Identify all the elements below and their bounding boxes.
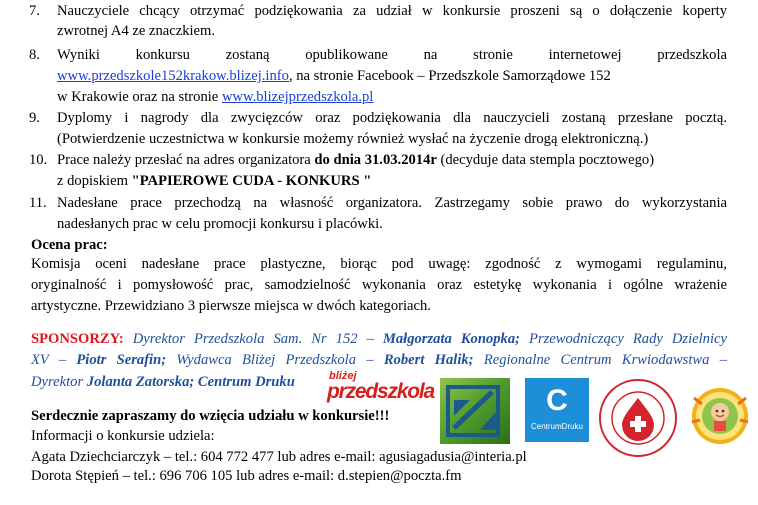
envelope-note: "PAPIEROWE CUDA - KONKURS "	[131, 173, 372, 189]
item-text: (Potwierdzenie uczestnictwa w konkursie możemy również wysłać na życzenie drogą elektroniczną.)	[57, 131, 649, 147]
item-text: Nauczyciele chcący otrzymać podziękowania za udział w konkursie proszeni są o dołączenie koperty	[57, 3, 727, 19]
item-text: zwrotnej A4 ze znaczkiem.	[57, 23, 216, 39]
item-text: , na stronie Facebook – Przedszkole Samorządowe 152	[288, 68, 611, 84]
sponsor-text: Wydawca Bliżej Przedszkola –	[166, 352, 384, 368]
sun-mascot-logo	[690, 378, 750, 458]
blizej-website-link[interactable]: www.blizejprzedszkola.pl	[221, 89, 374, 105]
info-text: Informacji o konkursie udziela:	[31, 428, 215, 444]
logo-mark: C	[546, 384, 568, 417]
deadline-date: do dnia 31.03.2014r	[314, 152, 437, 168]
sponsors-line	[31, 330, 727, 348]
contact-dorota: Dorota Stępień – tel.: 696 706 105 lub adres e-mail: d.stepien@poczta.fm	[31, 468, 462, 484]
sponsors-line	[31, 373, 295, 391]
item-text: Dyplomy i nagrody dla zwycięzców oraz podziękowania dla nauczycieli zostaną przesłane pocztą.	[57, 110, 727, 126]
ocena-text: oryginalność i pomysłowość prac, samodzielność wykonania oraz estetykę wykonania i ogólne wrażenie	[31, 277, 727, 293]
item-number: 7.	[29, 3, 40, 19]
centrum-druku-logo	[525, 378, 589, 442]
item-text: Prace należy przesłać na adres organizatora	[57, 152, 315, 168]
sponsor-name: Robert Halik;	[383, 352, 474, 368]
przedszkole-website-link[interactable]: www.przedszkole152krakow.blizej.info	[57, 68, 289, 84]
invitation-text: Serdecznie zapraszamy do wzięcia udziału w konkursie!!!	[31, 408, 390, 424]
logo-text: bliżej	[329, 370, 357, 382]
sponsor-text: Przewodniczący Rady Dzielnicy	[520, 331, 727, 347]
sponsor-text: Dyrektor Przedszkola Sam. Nr 152 –	[123, 331, 383, 347]
ocena-heading: Ocena prac:	[31, 237, 108, 253]
rckik-logo	[598, 378, 678, 458]
green-emblem-logo	[440, 378, 510, 444]
ocena-text: artystyczne. Przewidziano 3 pierwsze miejsca w dwóch kategoriach.	[31, 298, 431, 314]
sponsors-label: SPONSORZY:	[31, 331, 124, 347]
sponsor-name: Piotr Serafin;	[76, 352, 167, 368]
sponsor-text: Regionalne Centrum Krwiodawstwa –	[473, 352, 727, 368]
item-text: nadesłanych prac w celu promocji konkursu i placówki.	[57, 216, 383, 232]
contact-agata: Agata Dziechciarczyk – tel.: 604 772 477 lub adres e-mail: agusiagadusia@interia.pl	[31, 449, 527, 465]
item-text: Wyniki konkursu zostaną opublikowane na stronie internetowej przedszkola	[57, 47, 727, 63]
sponsor-name: Małgorzata Konopka;	[382, 331, 521, 347]
item-text: Nadesłane prace przechodzą na własność organizatora. Zastrzegamy sobie prawo do wykorzystania	[57, 195, 727, 211]
sponsor-text: Dyrektor	[31, 374, 87, 390]
ocena-text: Komisja oceni nadesłane prace plastyczne, biorąc pod uwagę: zgodność z wymogami regulaminu,	[31, 256, 727, 272]
item-number: 9.	[29, 110, 40, 126]
sponsors-line	[31, 351, 727, 369]
item-text: w Krakowie oraz na stronie	[57, 89, 222, 105]
blizej-przedszkola-logo	[327, 370, 435, 405]
item-number: 10.	[29, 152, 48, 168]
item-number: 11.	[29, 195, 47, 211]
logo-text: CentrumDruku	[530, 422, 583, 431]
sponsor-name: Jolanta Zatorska;	[86, 374, 195, 390]
sponsor-text: XV –	[31, 352, 77, 368]
item-number: 8.	[29, 47, 40, 63]
sponsor-name: Centrum Druku	[197, 374, 295, 390]
item-text: (decyduje data stempla pocztowego)	[436, 152, 655, 168]
item-text: z dopiskiem	[57, 173, 132, 189]
logo-text: przedszkola	[327, 380, 435, 403]
